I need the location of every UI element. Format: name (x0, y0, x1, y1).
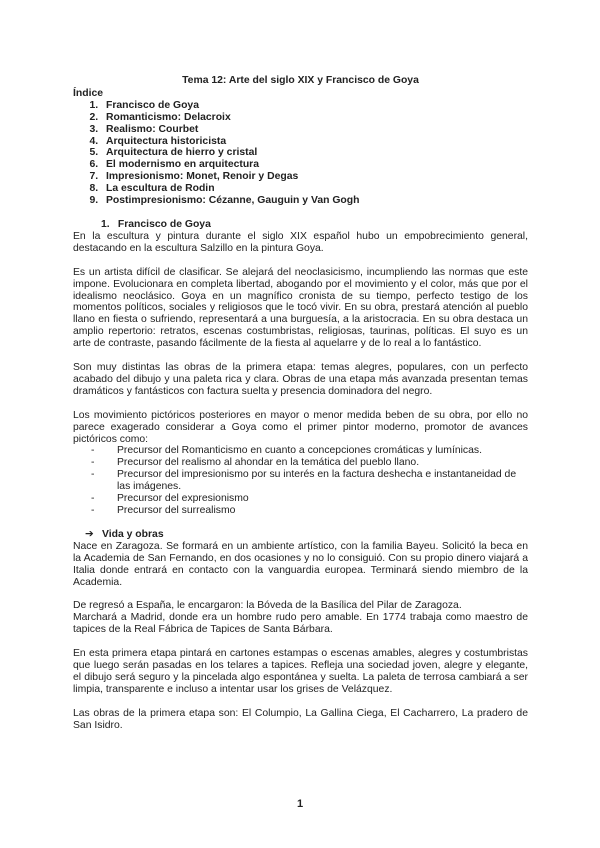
paragraph: En la escultura y pintura durante el siglo XIX español hubo un empobrecimiento general, destacando en la escultura Salzillo en la pintura Goya. (73, 230, 528, 254)
dash-bullet: - (91, 493, 95, 505)
list-item: - Precursor del expresionismo (91, 493, 249, 505)
list-item: - Precursor del impresionismo por su interés en la factura deshecha e instantaneidad de las imágenes. (91, 469, 517, 493)
index-item: 7. Impresionismo: Monet, Renoir y Degas (101, 171, 528, 183)
section-heading (73, 219, 528, 231)
index-item: 8. La escultura de Rodin (101, 183, 528, 195)
paragraph: Son muy distintas las obras de la primera etapa: temas alegres, populares, con un perfecto acabado del dibujo y una paleta rica y clara. Obras de una etapa más avanzada presentan temas dramáticos y fantásticos con factura suelta y presencia dominadora del negro. (73, 362, 528, 397)
index-item: 6. El modernismo en arquitectura (101, 159, 528, 171)
index-item: 5. Arquitectura de hierro y cristal (101, 147, 528, 159)
subsection-title: Vida y obras (102, 528, 164, 540)
index-list (73, 100, 528, 207)
paragraph: Los movimiento pictóricos posteriores en mayor o menor medida beben de su obra, por ello no parece exagerado considerar a Goya como el primer pintor moderno, promotor de avances pictóricos como: (73, 409, 528, 445)
dash-bullet: - (91, 469, 95, 481)
section-title: Francisco de Goya (117, 218, 211, 230)
paragraph: Es un artista difícil de clasificar. Se alejará del neoclasicismo, incumpliendo las normas que este impone. Evolucionara en completa libertad, abogando por el movimiento y el color, más que por el idealismo neoclásico. Goya en un magnífico cronista de su tiempo, perfecto testigo de los momentos políticos, sociales y religiosos que le tocó vivir. En su obra, prestará atención al pueblo llano en fiesta o sufriendo, representará a una burguesía, a la aristocracia. En su obra destaca un amplio repertorio: retratos, escenas costumbristas, religiosas, taurinas, políticas. El suyo es un arte de contraste, pasando fácilmente de la fiesta al aquelarre y de lo real a lo fantástico. (73, 266, 528, 350)
list-item: - Precursor del realismo al ahondar en la temática del pueblo llano. (91, 457, 420, 469)
index-item: 9. Postimpresionismo: Cézanne, Gauguin y Van Gogh (101, 195, 528, 207)
arrow-icon: ➔ (85, 528, 94, 540)
index-item: 3. Realismo: Courbet (101, 124, 528, 136)
index-item: 2. Romanticismo: Delacroix (101, 112, 528, 124)
index-item: 4. Arquitectura historicista (101, 136, 528, 148)
list-item: - Precursor del surrealismo (91, 505, 236, 516)
index-heading: Índice (73, 87, 104, 99)
subsection-heading (73, 529, 528, 541)
paragraph: Las obras de la primera etapa son: El Columpio, La Gallina Ciega, El Cacharrero, La pradero de San Isidro. (73, 707, 528, 731)
paragraph: Nace en Zaragoza. Se formará en un ambiente artístico, con la familia Bayeu. Solicitó la beca en la Academia de San Fernando, en dos ocasiones y no lo consiguió. Con su propio dinero viajará a Italia donde entrará en contacto con la vanguardia europea. Terminará siendo miembro de la Academia. (73, 540, 528, 588)
list-item: - Precursor del Romanticismo en cuanto a concepciones cromáticas y lumínicas. (91, 445, 482, 457)
index-item: 1. Francisco de Goya (101, 100, 528, 112)
dash-bullet: - (91, 445, 95, 457)
paragraph: En esta primera etapa pintará en cartones estampas o escenas amables, alegres y costumbristas que luego serán pasadas en los telares a tapices. Refleja una sociedad joven, alegre y elegante, el dibujo será seguro y la pincelada algo espontánea y suelta. La paleta de terrosa cambiará a ser limpia, transparente e incluso a intentar usar los grises de Velázquez. (73, 648, 528, 695)
dash-bullet: - (91, 457, 95, 469)
precursor-list (73, 445, 528, 516)
section-number: 1. (101, 218, 110, 230)
paragraph: Marchará a Madrid, donde era un hombre rudo pero amable. En 1774 trabaja como maestro de tapices de la Real Fábrica de Tapices de Santa Bárbara. (73, 612, 528, 636)
page-number: 1 (296, 798, 304, 810)
dash-bullet: - (91, 505, 95, 516)
document-page (73, 75, 528, 732)
paragraph: De regresó a España, le encargaron: la Bóveda de la Basílica del Pilar de Zaragoza. (73, 600, 462, 612)
document-title: Tema 12: Arte del siglo XIX y Francisco de Goya (182, 75, 419, 86)
